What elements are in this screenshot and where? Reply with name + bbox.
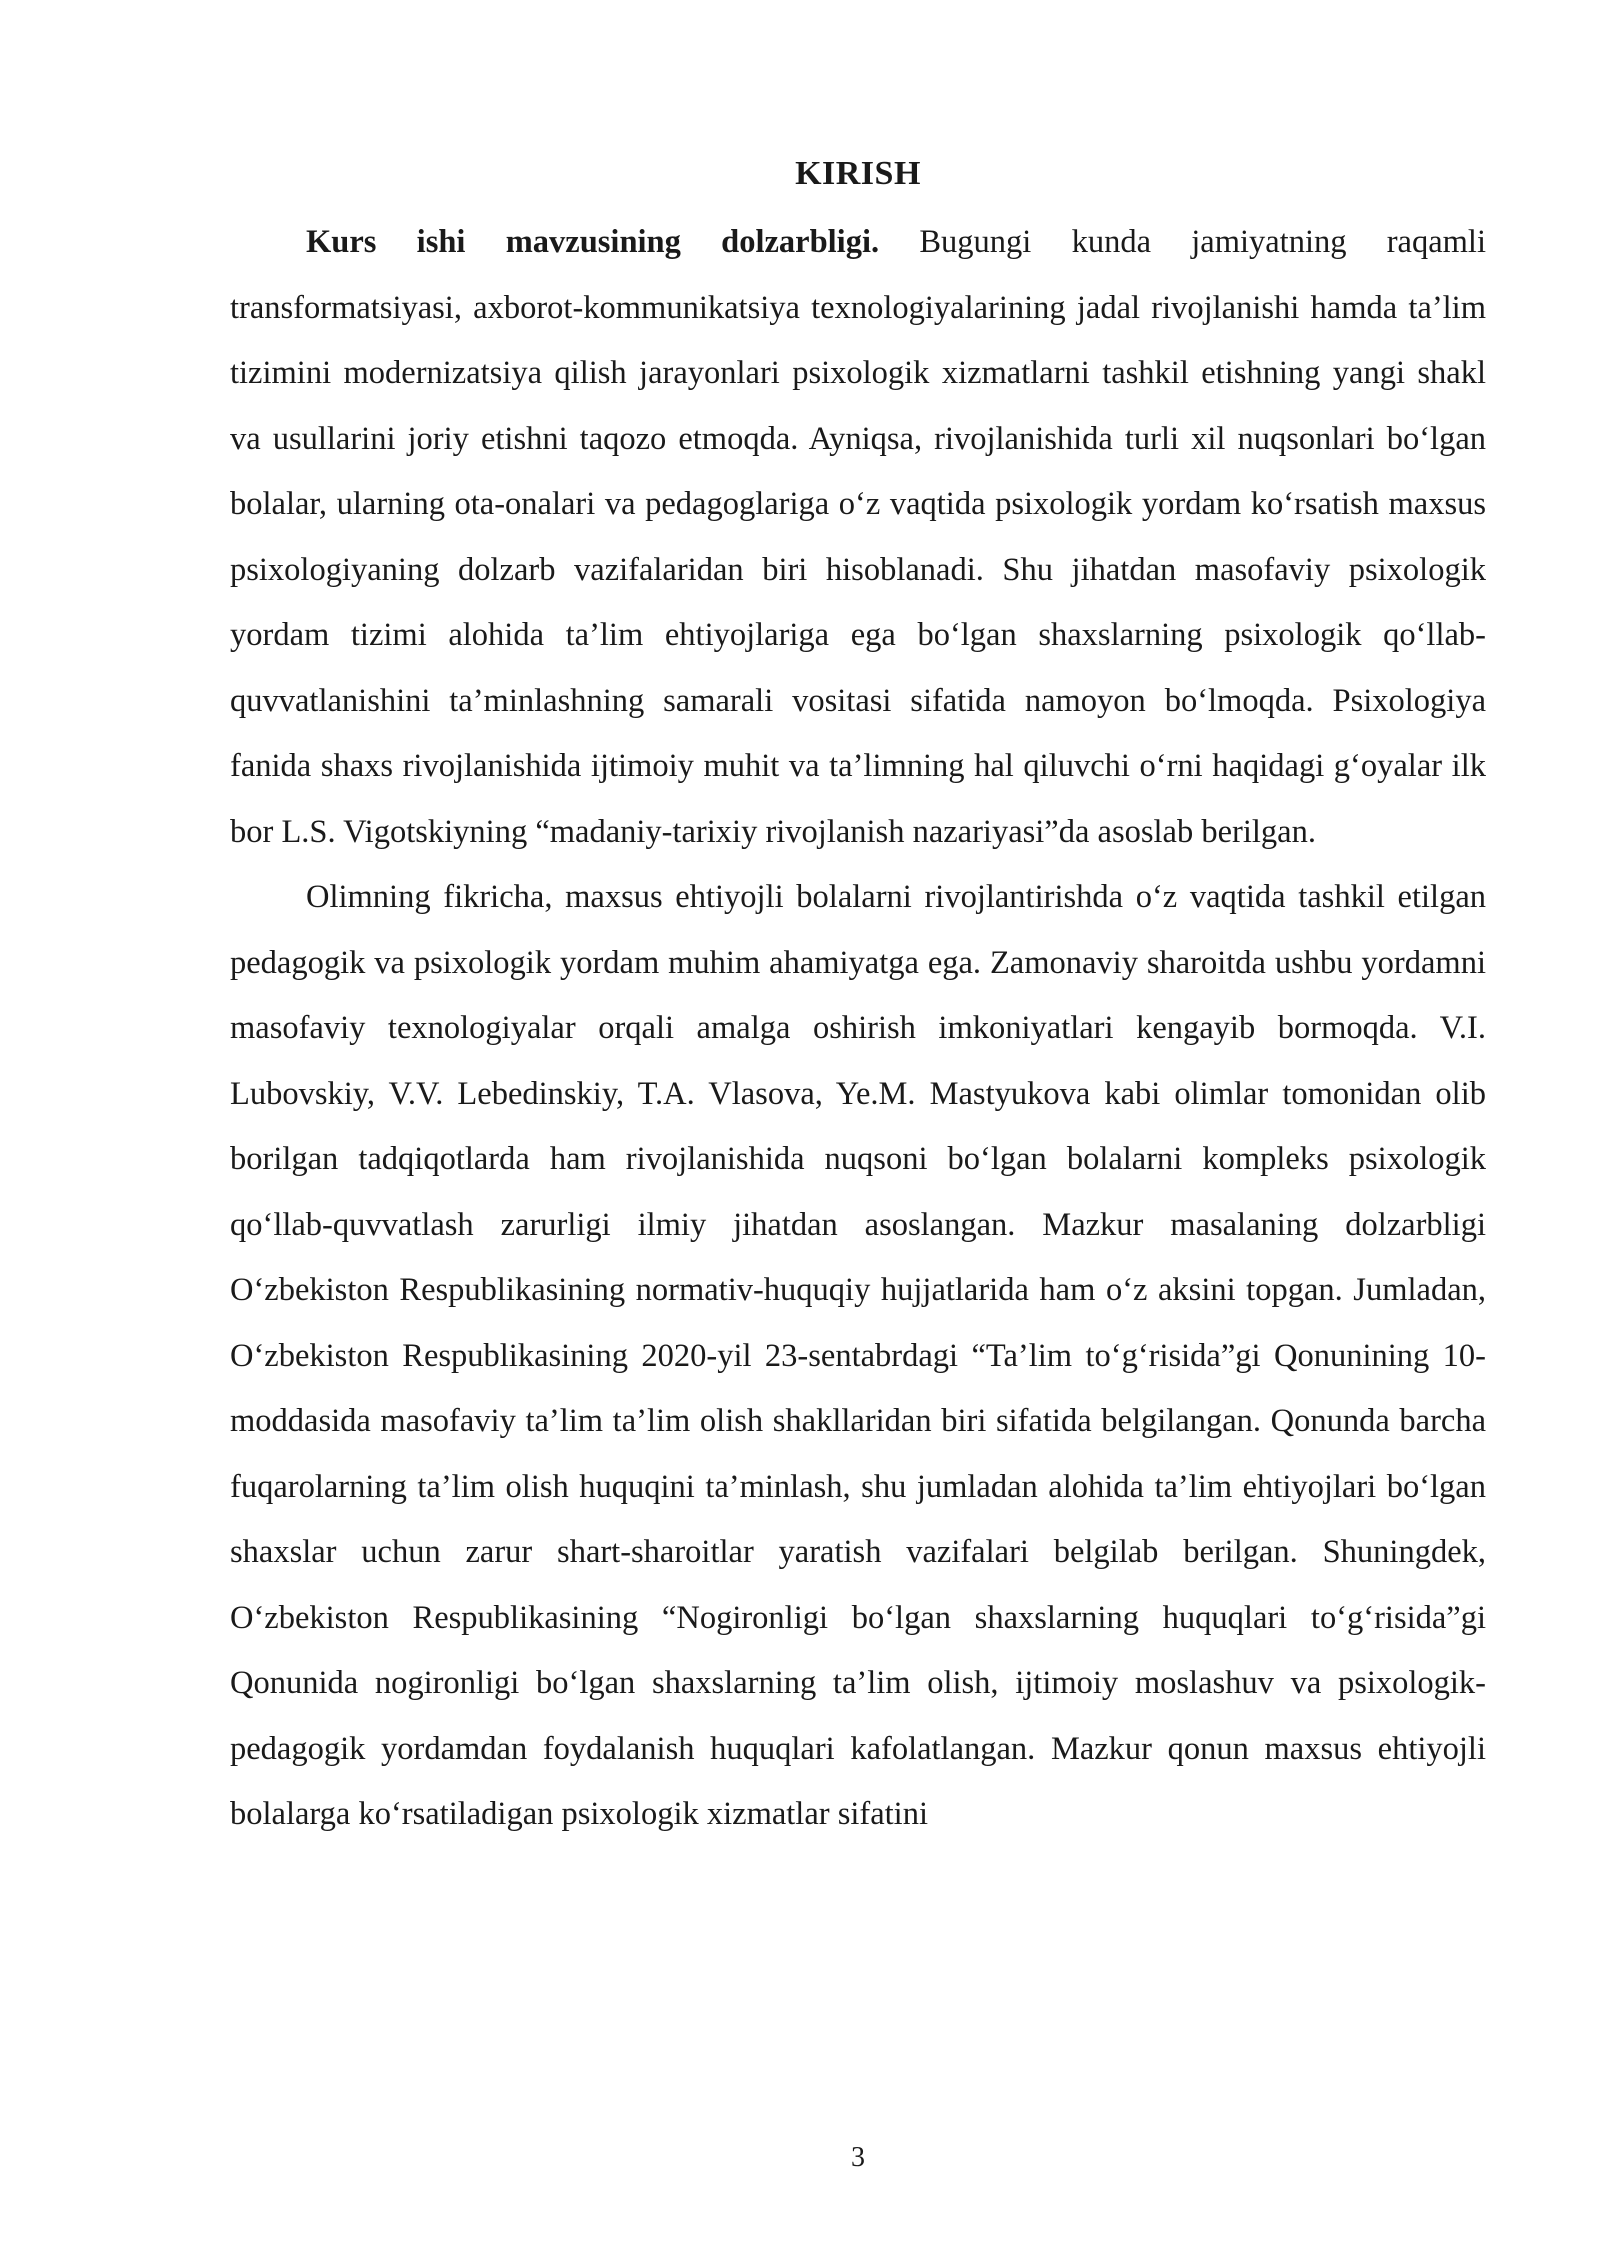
document-page xyxy=(230,0,1486,2262)
section-title: KIRISH xyxy=(795,155,921,192)
page-number: 3 xyxy=(851,2142,865,2173)
paragraph-relevance xyxy=(230,210,1486,865)
paragraph-scholars: Olimning fikricha, maxsus ehtiyojli bolalarni rivojlantirishda o‘z vaqtida tashkil etilgan pedagogik va psixologik yordam muhim ahamiyatga ega. Zamonaviy sharoitda ushbu yordamni masofaviy texnologiyalar orqali amalga oshirish imkoniyatlari kengayib bormoqda. V.I. Lubovskiy, V.V. Lebedinskiy, T.A. Vlasova, Ye.M. Mastyukova kabi olimlar tomonidan olib borilgan tadqiqotlarda ham rivojlanishida nuqsoni bo‘lgan bolalarni kompleks psixologik qo‘llab-quvvatlash zarurligi ilmiy jihatdan asoslangan. Mazkur masalaning dolzarbligi O‘zbekiston Respublikasining normativ-huquqiy hujjatlarida ham o‘z aksini topgan. Jumladan, O‘zbekiston Respublikasining 2020-yil 23-sentabrdagi “Ta’lim to‘g‘risida”gi Qonunining 10-moddasida masofaviy ta’lim ta’lim olish shakllaridan biri sifatida belgilangan. Qonunda barcha fuqarolarning ta’lim olish huquqini ta’minlash, shu jumladan alohida ta’lim ehtiyojlari bo‘lgan shaxslar uchun zarur shart-sharoitlar yaratish vazifalari belgilab berilgan. Shuningdek, O‘zbekiston Respublikasining “Nogironligi bo‘lgan shaxslarning huquqlari to‘g‘risida”gi Qonunida nogironligi bo‘lgan shaxslarning ta’lim olish, ijtimoiy moslashuv va psixologik-pedagogik yordamdan foydalanish huquqlari kafolatlangan. Mazkur qonun maxsus ehtiyojli bolalarga ko‘rsatiladigan psixologik xizmatlar sifatini xyxy=(230,879,1486,1832)
paragraph-text: Bugungi kunda jamiyatning raqamli transformatsiyasi, axborot-kommunikatsiya texnologiyalarining jadal rivojlanishi hamda ta’lim tizimini modernizatsiya qilish jarayonlari psixologik xizmatlarni tashkil etishning yangi shakl va usullarini joriy etishni taqozo etmoqda. Ayniqsa, rivojlanishida turli xil nuqsonlari bo‘lgan bolalar, ularning ota-onalari va pedagoglariga o‘z vaqtida psixologik yordam ko‘rsatish maxsus psixologiyaning dolzarb vazifalaridan biri hisoblanadi. Shu jihatdan masofaviy psixologik yordam tizimi alohida ta’lim ehtiyojlariga ega bo‘lgan shaxslarning psixologik qo‘llab-quvvatlanishini ta’minlashning samarali vositasi sifatida namoyon bo‘lmoqda. Psixologiya fanida shaxs rivojlanishida ijtimoiy muhit va ta’limning hal qiluvchi o‘rni haqidagi g‘oyalar ilk bor L.S. Vigotskiyning “madaniy-tarixiy rivojlanish nazariyasi”da asoslab berilgan. xyxy=(230,224,1486,850)
document-body xyxy=(230,210,1486,1848)
paragraph-lead: Kurs ishi mavzusining dolzarbligi. xyxy=(306,224,880,260)
